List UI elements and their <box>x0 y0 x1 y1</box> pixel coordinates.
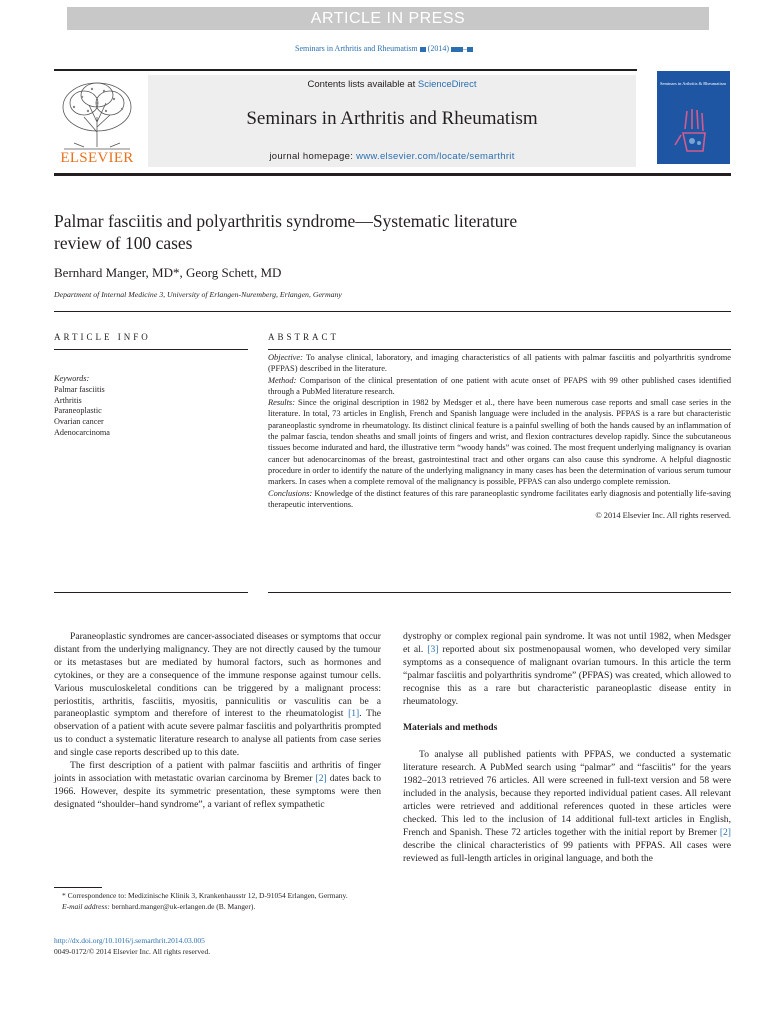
text-run: Paraneoplastic syndromes are cancer-associated diseases or symptoms that occur distant from the underlying malignancy. They are not directly caused by the tumour or its metastases but are mediated by humoral factors, such as hormones and cytokines, or they are a consequence of the immune response against tumour cells. Various musculoskeletal conditions can be triggered by a malignant process: periostitis, arthritis, fasciitis, myositis, panniculitis or vasculitis can be a paraneoplastic symptom and therefore of interest to the rheumatologist <box>54 631 381 720</box>
results-text: Since the original description in 1982 by Medsger et al., there have been numerous case reports and small case series in the literature. In total, 73 articles in English, French and Spanish language were included in the analysis. PFPAS is a rare but characteristic paraneoplastic syndrome in rheumatology. Its distinct clinical feature is a painful swelling of both the hands caused by an inflammation of the palmar fascia, tendon sheaths and small joints of fingers and wrist, and flexion contractures develop rapidly. Since the subcutaneous tissues become indurated and hard, the illustrative term “woody hands” was coined. The most frequent underlying malignancy is ovarian cancer but adenocarcinomas of the breast, gastrointestinal tract and other organs can also cause this syndrome. A helpful diagnostic procedure in order to identify the nature of the underlying malignancy in many cases has been the determination of various serum tumour markers. In cases when a complete removal of the malignancy is possible, PFPAS can also undergo complete remission. <box>268 398 732 487</box>
article-title <box>54 210 654 254</box>
hand-xray-image <box>657 71 730 164</box>
contents-prefix: Contents lists available at <box>307 79 418 90</box>
email-address[interactable]: bernhard.manger@uk-erlangen.de (B. Manger). <box>111 901 256 911</box>
article-info-heading: ARTICLE INFO <box>54 332 151 342</box>
cover-title: Seminars in Arthritis & Rheumatism <box>660 81 726 86</box>
citation-link[interactable]: [1] <box>348 708 360 720</box>
body-paragraph <box>54 631 381 760</box>
text-run: To analyse all published patients with PFPAS, we conducted a systematic literature research. A PubMed search using “palmar” and “fasciitis” for the years 1982–2013 retrieved 76 articles. All were screened in full-text version and 58 were included in the analysis, because they reported individual patient cases. All relevant articles were retrieved and additional references quoted in these articles were checked. This led to the inclusion of 14 additional full-text articles in English, French and Spanish. These 72 articles together with the initial report by Bremer <box>403 749 731 838</box>
text-run: describe the clinical characteristics of 99 patients with PFPAS. All cases were reviewed as full-length articles in original language, and both the <box>403 839 731 864</box>
author-affiliation: Department of Internal Medicine 3, University of Erlangen-Nuremberg, Erlangen, Germany <box>54 290 342 299</box>
keyword-item: Arthritis <box>54 395 82 405</box>
correspondence-text: * Correspondence to: Medizinische Klinik 3, Krankenhausstr 12, D-91054 Erlangen, Germany. <box>62 891 348 900</box>
abstract-rule <box>268 349 731 350</box>
abstract-body <box>268 352 731 521</box>
homepage-prefix: journal homepage: <box>269 151 357 162</box>
article-info-rule-bottom <box>54 592 248 593</box>
section-rule <box>54 311 731 312</box>
article-info-rule <box>54 349 248 350</box>
abstract-heading: ABSTRACT <box>268 332 340 342</box>
abstract-objective <box>268 352 731 375</box>
journal-title: Seminars in Arthritis and Rheumatism <box>246 108 538 129</box>
keyword-item: Ovarian cancer <box>54 417 104 427</box>
page-marker-2 <box>457 47 463 52</box>
method-label: Method: <box>268 375 297 385</box>
abstract-method <box>268 375 731 398</box>
running-journal[interactable]: Seminars in Arthritis and Rheumatism <box>295 44 418 53</box>
sciencedirect-link[interactable]: ScienceDirect <box>417 79 477 90</box>
conclusions-label: Conclusions: <box>268 488 313 498</box>
doi-block <box>54 936 210 958</box>
citation-link[interactable]: [3] <box>427 643 439 655</box>
text-run: reported about six postmenopausal women, who developed very similar symptoms as a consequence of malignant ovarian tumours. In this article the term “palmar fasciitis and polyarthritis syndrome” (PFPAS) was created, which allowed to recognise this as a rare but characteristic paraneoplastic disease entity in rheumatology. <box>403 643 731 707</box>
results-label: Results: <box>268 398 295 408</box>
issue-marker <box>420 47 426 52</box>
body-column-left <box>54 631 381 812</box>
body-paragraph <box>54 760 381 812</box>
author-list: Bernhard Manger, MD*, Georg Schett, MD <box>54 265 282 280</box>
abstract-rule-bottom <box>268 592 731 593</box>
body-column-right <box>403 631 731 866</box>
doi-link[interactable]: http://dx.doi.org/10.1016/j.semarthrit.2014.03.005 <box>54 936 205 945</box>
abstract-copyright: © 2014 Elsevier Inc. All rights reserved. <box>595 511 731 521</box>
journal-masthead <box>148 75 636 167</box>
email-line <box>54 902 384 913</box>
elsevier-wordmark: ELSEVIER <box>60 150 134 166</box>
journal-cover <box>657 71 730 164</box>
citation-link[interactable]: [2] <box>719 826 731 838</box>
abstract-results <box>268 397 731 487</box>
body-paragraph <box>403 631 731 708</box>
keyword-item: Paraneoplastic <box>54 406 102 416</box>
footnote-rule <box>54 887 102 888</box>
running-header: Seminars in Arthritis and Rheumatism (2014) – <box>0 44 768 53</box>
conclusions-text: Knowledge of the distinct features of this rare paraneoplastic syndrome facilitates early diagnosis and potentially life-saving therapeutic interventions. <box>268 488 731 509</box>
text-run: The first description of a patient with palmar fasciitis and arthritis of finger joints in association with metastatic ovarian carcinoma by Bremer <box>54 760 381 784</box>
header-rule-top <box>54 69 637 71</box>
objective-text: To analyse clinical, laboratory, and imaging characteristics of all patients with palmar fasciitis and polyarthritis syndrome (PFPAS) described in the literature. <box>268 353 731 374</box>
keyword-item: Palmar fasciitis <box>54 384 105 394</box>
keyword-item: Adenocarcinoma <box>54 427 110 437</box>
page-marker-3 <box>467 47 473 52</box>
abstract-conclusions <box>268 488 731 511</box>
article-in-press-banner: ARTICLE IN PRESS <box>67 7 709 30</box>
issn-line: 0049-0172/© 2014 Elsevier Inc. All rights reserved. <box>54 946 211 956</box>
header-rule-bottom <box>54 173 731 176</box>
homepage-line <box>148 151 636 162</box>
keywords-label: Keywords: <box>54 374 90 383</box>
citation-link[interactable]: [2] <box>315 772 327 784</box>
keywords-block <box>54 374 110 439</box>
method-text: Comparison of the clinical presentation of one patient with acute onset of PFAPS with 99 other published cases identified through a PubMed literature research. <box>268 375 732 396</box>
body-paragraph <box>403 749 731 865</box>
correspondence-footnote <box>54 891 384 913</box>
text-run: dystrophy or complex regional pain syndrome. It was not until 1982, when Medsger et al. <box>403 631 731 655</box>
running-year: (2014) <box>427 44 449 53</box>
title-line-1: Palmar fasciitis and polyarthritis syndrome—Systematic literature <box>54 211 518 231</box>
section-heading: Materials and methods <box>403 722 498 734</box>
objective-label: Objective: <box>268 353 303 362</box>
text-run: . The observation of a patient with acute severe palmar fasciitis and polyarthritis prompted us to conduct a systematic literature research to analyse all patients from case series and single case reports described up to this date. <box>54 708 382 759</box>
email-label: E-mail address: <box>62 901 110 911</box>
title-line-2: review of 100 cases <box>54 233 193 253</box>
contents-line <box>148 79 636 90</box>
text-run: dates back to 1966. However, despite its symmetric presentation, these symptoms were then designated “shoulder–hand syndrome”, a variant of reflex sympathetic <box>54 772 381 810</box>
homepage-link[interactable]: www.elsevier.com/locate/semarthrit <box>356 151 515 162</box>
